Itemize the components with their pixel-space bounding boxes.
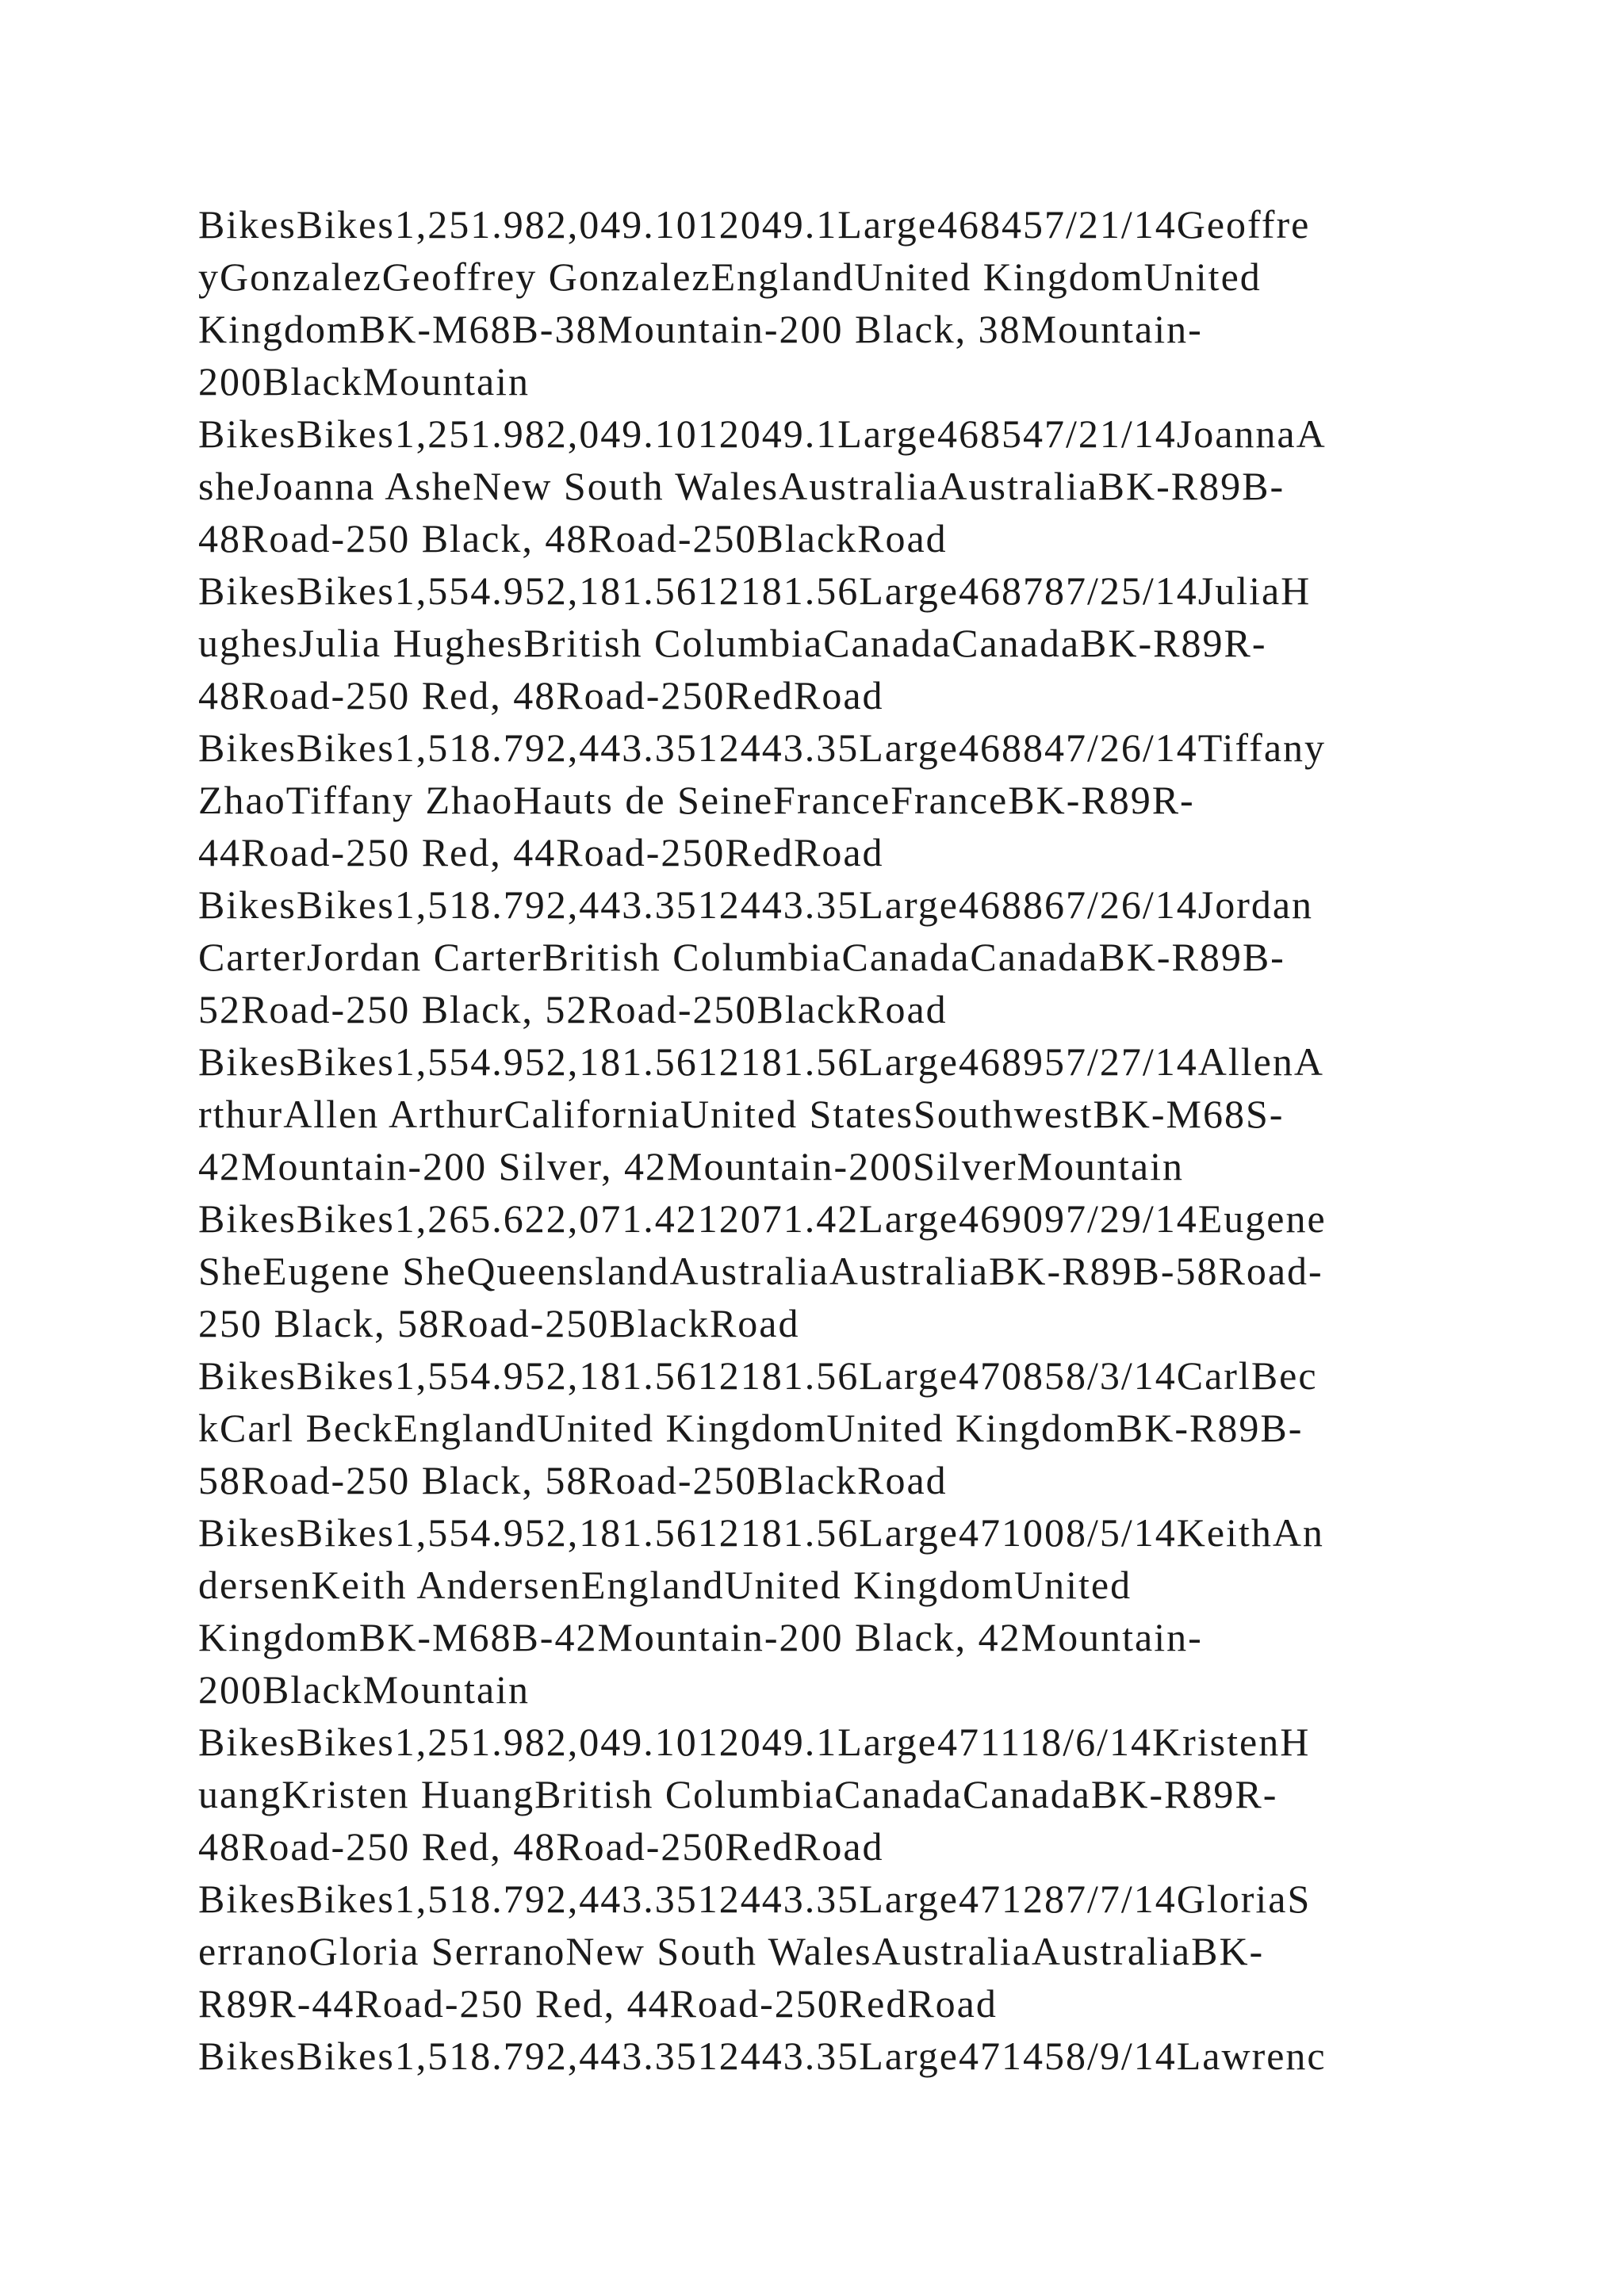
text-line: CarterJordan CarterBritish ColumbiaCanadaCanadaBK-R89B- bbox=[198, 935, 1285, 979]
text-line: BikesBikes1,518.792,443.3512443.35Large471458/9/14Lawrenc bbox=[198, 2034, 1327, 2078]
text-line: 42Mountain-200 Silver, 42Mountain-200SilverMountain bbox=[198, 1144, 1184, 1188]
document-body-text bbox=[198, 198, 1467, 2082]
text-line: SheEugene SheQueenslandAustraliaAustraliaBK-R89B-58Road- bbox=[198, 1249, 1323, 1293]
text-line: erranoGloria SerranoNew South WalesAustraliaAustraliaBK- bbox=[198, 1929, 1265, 1973]
text-line: BikesBikes1,554.952,181.5612181.56Large468787/25/14JuliaH bbox=[198, 568, 1312, 613]
text-line: 48Road-250 Red, 48Road-250RedRoad bbox=[198, 1824, 884, 1869]
text-line: 48Road-250 Red, 48Road-250RedRoad bbox=[198, 673, 884, 718]
text-line: BikesBikes1,251.982,049.1012049.1Large468547/21/14JoannaA bbox=[198, 411, 1327, 456]
text-line: R89R-44Road-250 Red, 44Road-250RedRoad bbox=[198, 1981, 998, 2026]
text-line: 200BlackMountain bbox=[198, 1667, 530, 1712]
text-line: 250 Black, 58Road-250BlackRoad bbox=[198, 1301, 800, 1345]
text-line: BikesBikes1,265.622,071.4212071.42Large469097/29/14Eugene bbox=[198, 1196, 1327, 1241]
text-line: 58Road-250 Black, 58Road-250BlackRoad bbox=[198, 1458, 948, 1502]
text-line: BikesBikes1,518.792,443.3512443.35Large471287/7/14GloriaS bbox=[198, 1877, 1312, 1921]
text-line: BikesBikes1,518.792,443.3512443.35Large468867/26/14Jordan bbox=[198, 882, 1314, 927]
text-line: BikesBikes1,251.982,049.1012049.1Large468457/21/14Geoffre bbox=[198, 202, 1311, 247]
text-line: 200BlackMountain bbox=[198, 359, 530, 404]
text-line: BikesBikes1,554.952,181.5612181.56Large470858/3/14CarlBec bbox=[198, 1353, 1318, 1398]
text-line: sheJoanna AsheNew South WalesAustraliaAustraliaBK-R89B- bbox=[198, 464, 1285, 508]
text-line: rthurAllen ArthurCaliforniaUnited StatesSouthwestBK-M68S- bbox=[198, 1092, 1285, 1136]
text-line: BikesBikes1,251.982,049.1012049.1Large471118/6/14KristenH bbox=[198, 1720, 1311, 1764]
text-line: ughesJulia HughesBritish ColumbiaCanadaCanadaBK-R89R- bbox=[198, 621, 1267, 665]
text-line: BikesBikes1,518.792,443.3512443.35Large468847/26/14Tiffany bbox=[198, 725, 1327, 770]
text-line: KingdomBK-M68B-38Mountain-200 Black, 38Mountain- bbox=[198, 307, 1203, 351]
text-line: 52Road-250 Black, 52Road-250BlackRoad bbox=[198, 987, 948, 1031]
text-line: BikesBikes1,554.952,181.5612181.56Large471008/5/14KeithAn bbox=[198, 1510, 1324, 1555]
text-line: KingdomBK-M68B-42Mountain-200 Black, 42Mountain- bbox=[198, 1615, 1203, 1659]
text-line: ZhaoTiffany ZhaoHauts de SeineFranceFranceBK-R89R- bbox=[198, 778, 1195, 822]
text-line: dersenKeith AndersenEnglandUnited KingdomUnited bbox=[198, 1563, 1132, 1607]
text-line: yGonzalezGeoffrey GonzalezEnglandUnited KingdomUnited bbox=[198, 254, 1262, 299]
text-line: 48Road-250 Black, 48Road-250BlackRoad bbox=[198, 516, 948, 561]
text-line: 44Road-250 Red, 44Road-250RedRoad bbox=[198, 830, 884, 874]
text-line: kCarl BeckEnglandUnited KingdomUnited KingdomBK-R89B- bbox=[198, 1406, 1304, 1450]
text-line: BikesBikes1,554.952,181.5612181.56Large468957/27/14AllenA bbox=[198, 1039, 1324, 1084]
text-line: uangKristen HuangBritish ColumbiaCanadaCanadaBK-R89R- bbox=[198, 1772, 1278, 1816]
